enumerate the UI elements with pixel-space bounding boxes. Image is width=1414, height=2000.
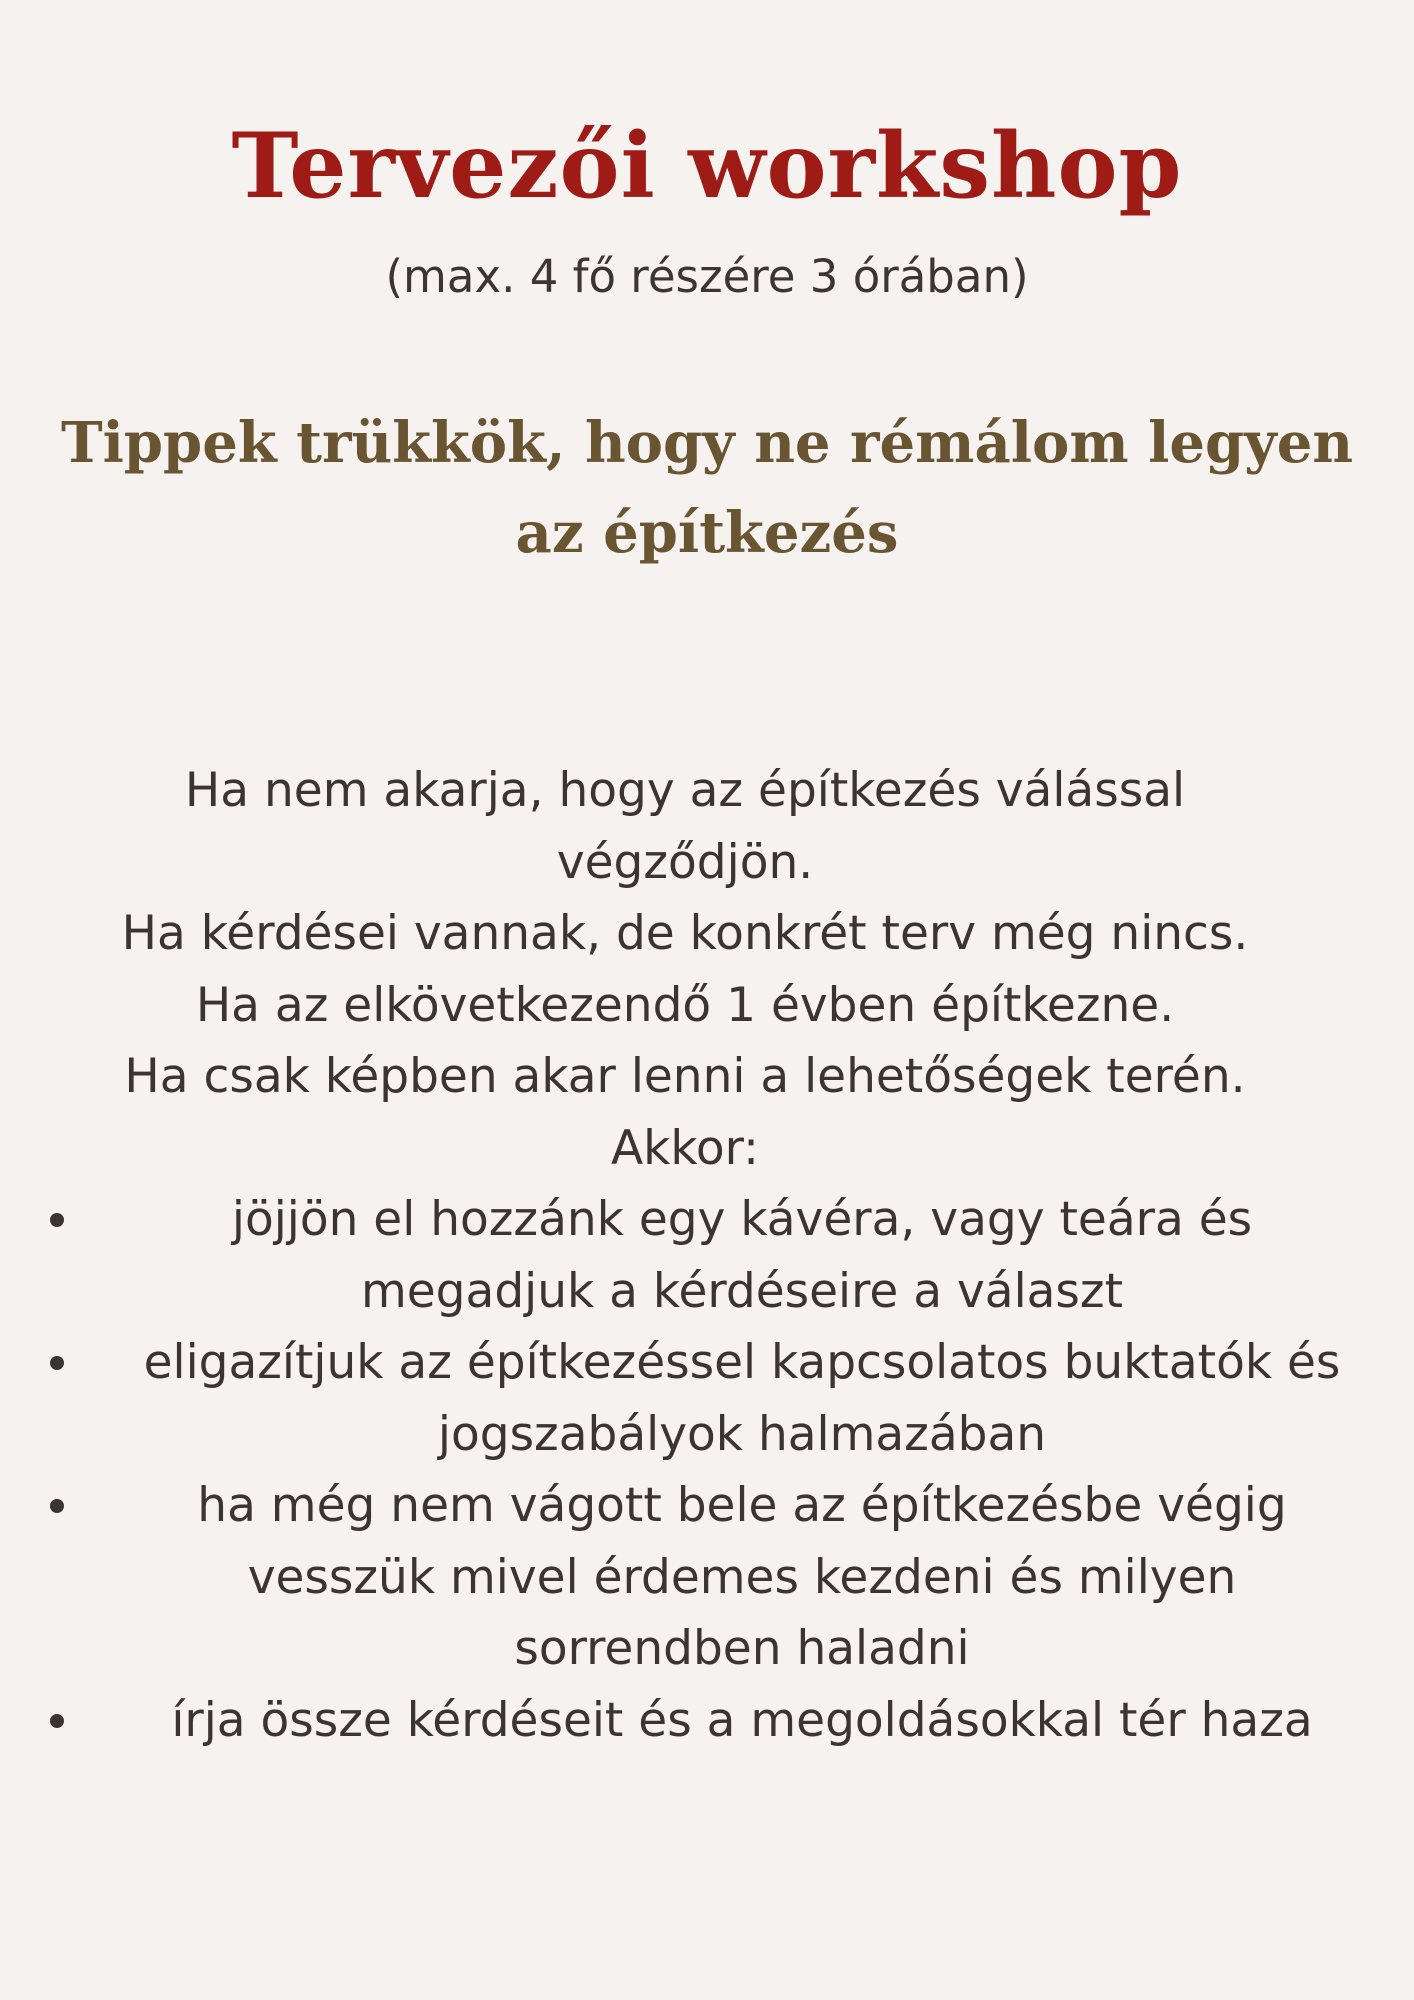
bullet-dot-icon [50,1714,64,1728]
bullet-list [0,1184,1414,1756]
bullet-dot-icon [50,1213,64,1227]
list-item [0,1470,1414,1685]
intro-line: Ha nem akarja, hogy az építkezés válással végződjön. [184,763,1186,890]
body-text [0,755,1414,1756]
list-item-text: írja össze kérdéseit és a megoldásokkal tér haza [171,1692,1313,1748]
list-item [0,1685,1414,1757]
page-subtitle: (max. 4 fő részére 3 órában) [385,250,1029,303]
intro-line: Ha az elkövetkezendő 1 évben építkezne. [195,977,1175,1033]
list-item [0,1327,1414,1470]
intro-line: Ha csak képben akar lenni a lehetőségek terén. [124,1049,1246,1104]
bullet-dot-icon [50,1499,64,1513]
intro-paragraph [0,755,1370,1184]
list-item-text: jöjjön el hozzánk egy kávéra, vagy teára és megadjuk a kérdéseire a választ [231,1192,1253,1319]
intro-line: Ha kérdései vannak, de konkrét terv még nincs. [121,906,1249,961]
page-title: Tervezői workshop [231,113,1183,219]
list-item [0,1184,1414,1327]
bullet-dot-icon [50,1356,64,1370]
list-item-text: ha még nem vágott bele az építkezésbe végig vesszük mivel érdemes kezdeni és milyen sorrendben haladni [197,1478,1287,1676]
intro-line: Akkor: [611,1120,759,1176]
tagline-heading: Tippek trükkök, hogy ne rémálom legyen az építkezés [60,410,1354,566]
list-item-text: eligazítjuk az építkezéssel kapcsolatos buktatók és jogszabályok halmazában [143,1335,1341,1462]
